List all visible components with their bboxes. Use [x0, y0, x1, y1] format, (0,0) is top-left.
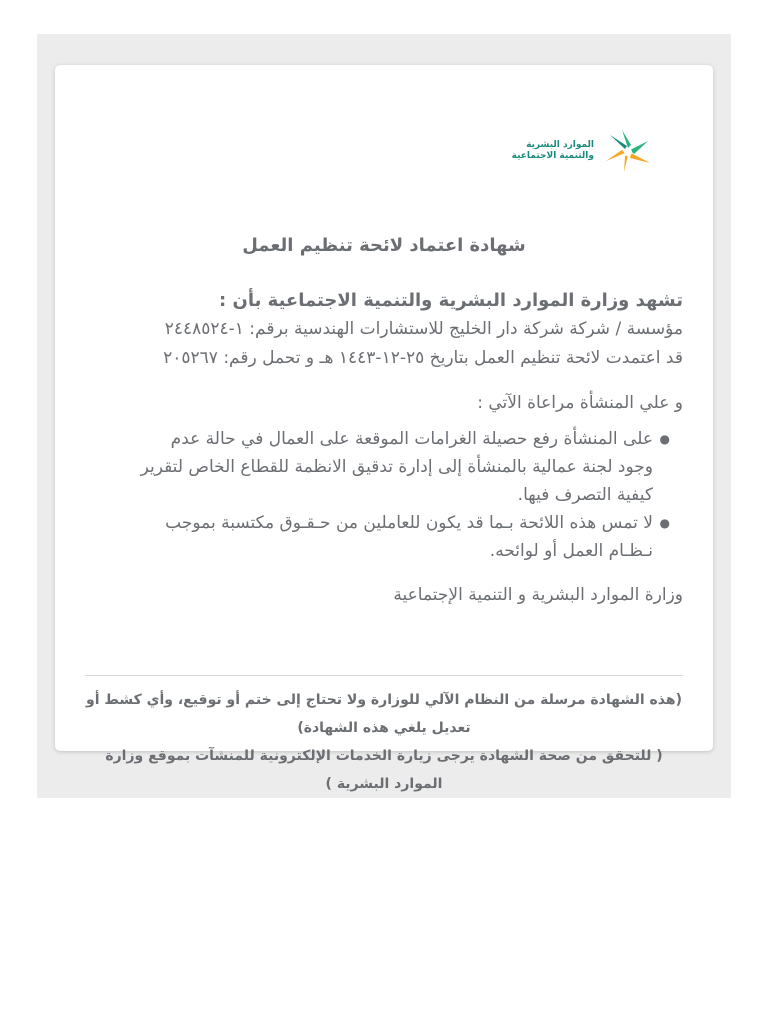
- ministry-signature: وزارة الموارد البشرية و التنمية الإجتماعية: [393, 585, 683, 605]
- star-logo-icon: [598, 128, 658, 174]
- certificate-intro: تشهد وزارة الموارد البشرية والتنمية الاجتماعية بأن :: [219, 290, 683, 311]
- approval-line: قد اعتمدت لائحة تنظيم العمل بتاريخ ٢٥-١٢-١٤٤٣ هـ و تحمل رقم: ٢٠٥٢٦٧: [163, 347, 683, 368]
- rule-text: لا تمس هذه اللائحة بـما قد يكون للعاملين من حـقـوق مكتسبة بموجب نـظـام العمل أو لوائحه.: [165, 513, 653, 561]
- list-item: [135, 425, 670, 509]
- ministry-logo: [508, 128, 658, 176]
- disclaimer-note: (هذه الشهادة مرسلة من النظام الآلي للوزارة ولا تحتاج إلى ختم أو توقيع، وأي كشط أو تعديل يلغي هذه الشهادة): [86, 692, 682, 736]
- logo-name-line2: والتنمية الاجتماعية: [511, 151, 594, 161]
- certificate-content: [85, 230, 683, 609]
- list-item: [135, 509, 670, 565]
- certificate-title: شهادة اعتماد لائحة تنظيم العمل: [242, 235, 526, 256]
- establishment-line: مؤسسة / شركة شركة دار الخليج للاستشارات الهندسية برقم: ١-٢٤٤٨٥٢٤: [164, 319, 683, 339]
- bullet-icon: ●: [659, 516, 670, 530]
- logo-name-line1: الموارد البشرية: [526, 140, 594, 150]
- logo-text: [512, 140, 594, 162]
- rules-list: [85, 425, 683, 565]
- divider: [85, 675, 683, 676]
- notice-heading: و علي المنشأة مراعاة الآتي :: [477, 393, 683, 413]
- rule-text: على المنشأة رفع حصيلة الغرامات الموقعة على العمال في حالة عدم وجود لجنة عمالية بالمنشأة إلى إدارة تدقيق الانظمة للقطاع الخاص لتقرير كيفية التصرف فيها.: [140, 429, 653, 505]
- bullet-icon: ●: [659, 432, 670, 446]
- verification-note: ( للتحقق من صحة الشهادة يرجى زيارة الخدمات الإلكترونية للمنشآت بموقع وزارة الموارد البشرية ): [105, 748, 663, 792]
